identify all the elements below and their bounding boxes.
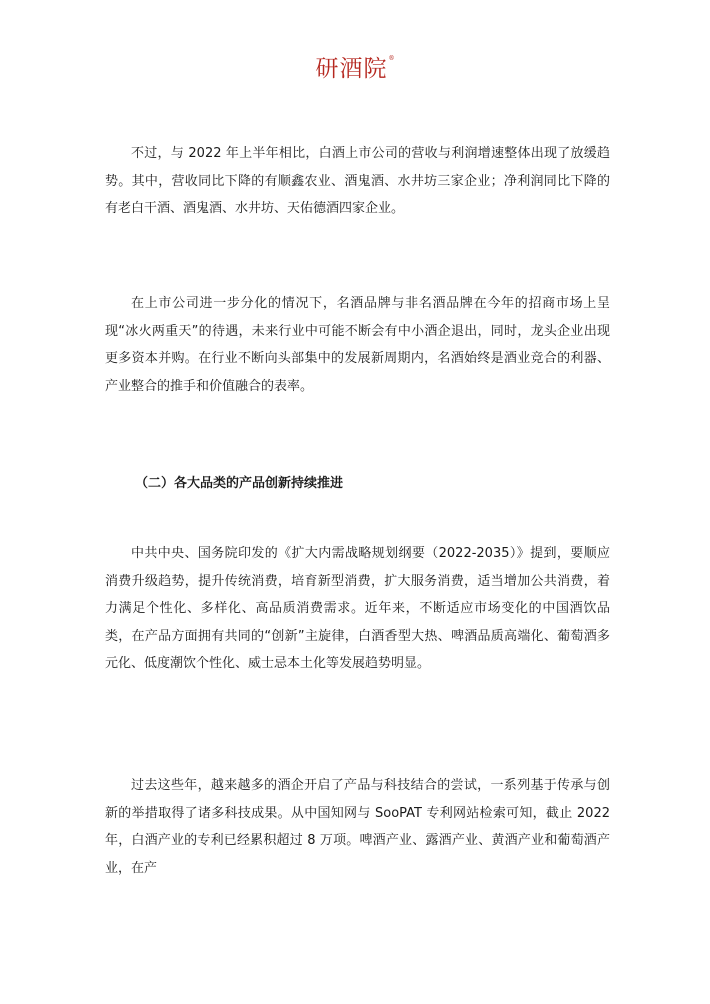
logo xyxy=(0,50,710,83)
paragraph-1: 不过，与 2022 年上半年相比，白酒上市公司的营收与利润增速整体出现了放缓趋势。其中，营收同比下降的有顺鑫农业、酒鬼酒、水井坊三家企业；净利润同比下降的有老白干酒、酒鬼酒、水井坊、天佑德酒四家企业。 xyxy=(105,146,610,216)
paragraph-2: 在上市公司进一步分化的情况下，名酒品牌与非名酒品牌在今年的招商市场上呈现“冰火两重天”的待遇，未来行业中可能不断会有中小酒企退出，同时，龙头企业出现更多资本并购。在行业不断向头部集中的发展新周期内，名酒始终是酒业竞合的利器、产业整合的推手和价值融合的表率。 xyxy=(105,296,610,394)
section-heading: （二）各大品类的产品创新持续推进 xyxy=(135,476,344,491)
registered-mark-icon: ® xyxy=(388,55,395,62)
logo-text: 研酒院 xyxy=(315,56,388,82)
paragraph-4: 过去这些年，越来越多的酒企开启了产品与科技结合的尝试，一系列基于传承与创新的举措取得了诸多科技成果。从中国知网与 SooPAT 专利网站检索可知，截止 2022 年，白酒产业的专利已经累积超过 8 万项。啤酒产业、露酒产业、黄酒产业和葡萄酒产业，在产 xyxy=(105,778,610,876)
paragraph-3: 中共中央、国务院印发的《扩大内需战略规划纲要（2022-2035）》提到，要顺应消费升级趋势，提升传统消费，培育新型消费，扩大服务消费，适当增加公共消费，着力满足个性化、多样化、高品质消费需求。近年来，不断适应市场变化的中国酒饮品类，在产品方面拥有共同的“创新”主旋律，白酒香型大热、啤酒品质高端化、葡萄酒多元化、低度潮饮个性化、威士忌本土化等发展趋势明显。 xyxy=(105,546,610,671)
